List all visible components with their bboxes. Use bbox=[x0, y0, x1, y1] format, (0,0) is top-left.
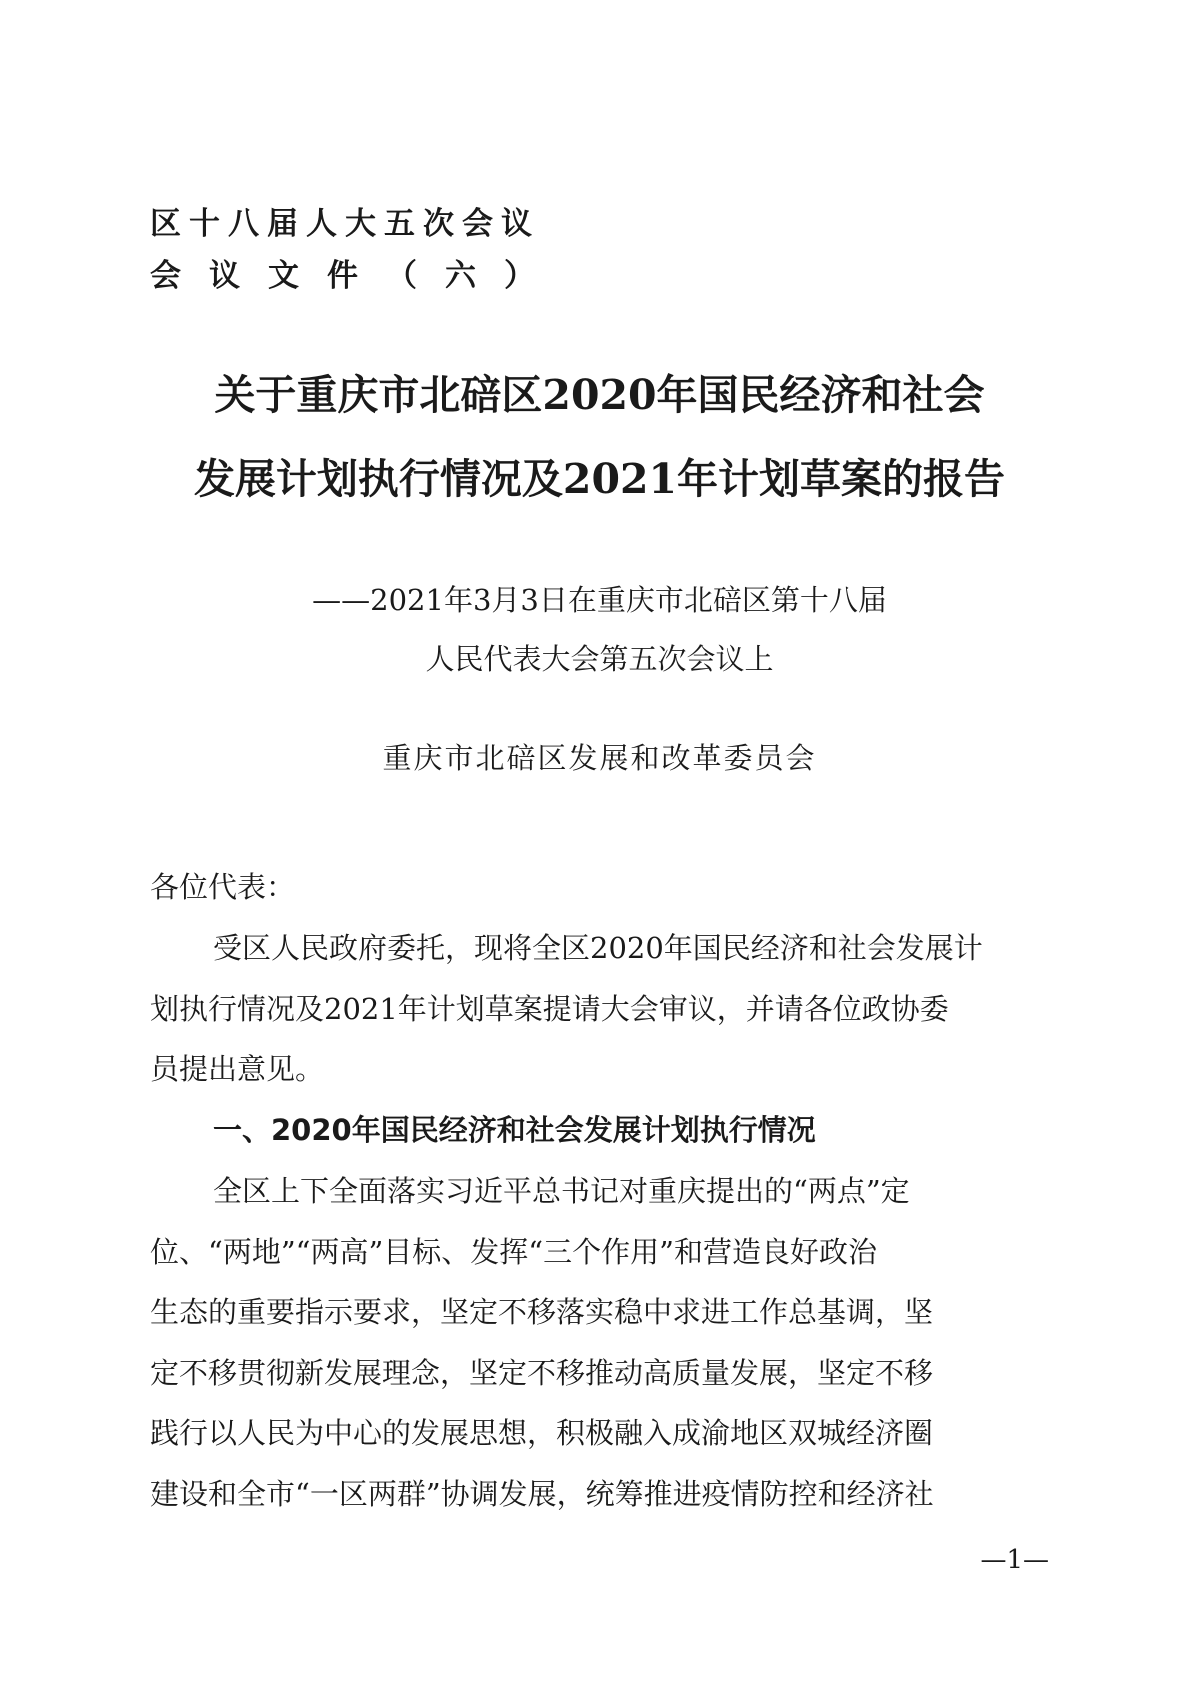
intro-paragraph-line: 受区人民政府委托，现将全区2020年国民经济和社会发展计 bbox=[213, 931, 983, 965]
subtitle-line-2: 人民代表大会第五次会议上 bbox=[425, 642, 774, 676]
document-title-line-1: 关于重庆市北碚区2020年国民经济和社会 bbox=[214, 371, 985, 419]
page-number: —1— bbox=[980, 1545, 1049, 1575]
salutation: 各位代表： bbox=[150, 870, 296, 904]
section-paragraph-line: 建设和全市“一区两群”协调发展，统筹推进疫情防控和经济社 bbox=[150, 1477, 934, 1511]
issuing-organization: 重庆市北碚区发展和改革委员会 bbox=[382, 741, 817, 775]
document-number-line: 会议文件（六） bbox=[150, 258, 563, 294]
intro-paragraph-line: 员提出意见。 bbox=[150, 1052, 325, 1086]
section-heading: 一、2020年国民经济和社会发展计划执行情况 bbox=[213, 1113, 816, 1147]
section-paragraph-line: 生态的重要指示要求，坚定不移落实稳中求进工作总基调，坚 bbox=[150, 1295, 934, 1329]
section-paragraph-line: 全区上下全面落实习近平总书记对重庆提出的“两点”定 bbox=[213, 1174, 910, 1208]
section-paragraph-line: 践行以人民为中心的发展思想，积极融入成渝地区双城经济圈 bbox=[150, 1416, 934, 1450]
document-title-line-2: 发展计划执行情况及2021年计划草案的报告 bbox=[193, 455, 1006, 503]
section-paragraph-line: 定不移贯彻新发展理念，坚定不移推动高质量发展，坚定不移 bbox=[150, 1356, 934, 1390]
intro-paragraph-line: 划执行情况及2021年计划草案提请大会审议，并请各位政协委 bbox=[150, 992, 949, 1026]
document-series-line: 区十八届人大五次会议 bbox=[150, 206, 540, 242]
subtitle-line-1: ——2021年3月3日在重庆市北碚区第十八届 bbox=[312, 583, 887, 617]
section-paragraph-line: 位、“两地”“两高”目标、发挥“三个作用”和营造良好政治 bbox=[150, 1235, 877, 1269]
